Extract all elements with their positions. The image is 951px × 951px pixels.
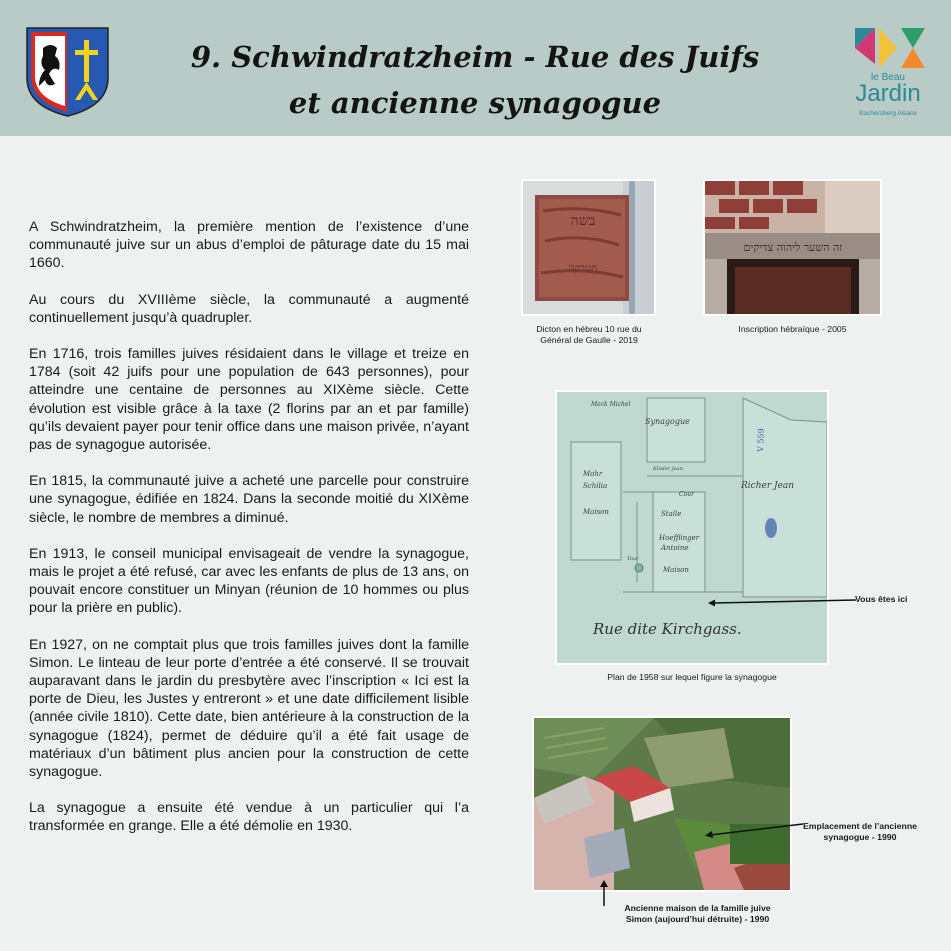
caption-photo-2: Inscription hébraïque - 2005 bbox=[738, 324, 847, 334]
caption-photo-1 bbox=[512, 324, 666, 346]
photo-hebrew-inscription bbox=[703, 179, 882, 316]
paragraph-5: En 1913, le conseil municipal envisageait de vendre la synagogue, mais le projet a été refusé, car avec les enfants de plus de 13 ans, on pouvait encore constituer un Minyan (réunion de 10 hommes ou plus pour la prière en public). bbox=[29, 545, 469, 617]
plan-pointer-label: Vous êtes ici bbox=[855, 594, 908, 604]
plan-label-stall: Stalle bbox=[661, 510, 682, 518]
paragraph-2: Au cours du XVIIIème siècle, la communauté a augmenté continuellement jusqu’à quadrupler. bbox=[29, 291, 469, 326]
title-line-2: et ancienne synagogue bbox=[288, 86, 662, 120]
plan-label-top: Meck Michel bbox=[591, 401, 631, 408]
caption-plan: Plan de 1958 sur lequel figure la synagogue bbox=[607, 672, 777, 682]
logo-mark-icon bbox=[845, 24, 931, 74]
paragraph-6: En 1927, on ne comptait plus que trois familles juives dont la famille Simon. Le linteau de leur porte d’entrée a été conservé. Il se trouvait auparavant dans le jardin du presbytère avec l’inscription « Ici est la porte de Dieu, les Justes y entreront » et une date difficilement lisible (année civile 1810). Cette date, bien antérieure à la construction de la synagogue (1824), permet de déduire qu’il a été fait usage de matériaux d’un bâtiment plus ancien pour la construction de cette synagogue. bbox=[29, 636, 469, 781]
paragraph-4: En 1815, la communauté juive a acheté une parcelle pour construire une synagogue, édifiée en 1824. Dans la seconde moitié du XIXème siècle, le nombre de membres a diminué. bbox=[29, 473, 469, 526]
aerial-pointer-label-1 bbox=[795, 821, 925, 843]
plan-label-cour: Cour bbox=[679, 491, 694, 498]
plan-label-tour: Tour bbox=[627, 556, 639, 562]
aerial-pointer-arrow-1 bbox=[705, 820, 805, 840]
plan-label-schul: Schilia bbox=[583, 482, 608, 490]
aerial-pointer-label-2 bbox=[605, 903, 790, 925]
plan-label-antoine: Antoine bbox=[661, 544, 689, 552]
logo-line-2: Jardin bbox=[855, 80, 921, 107]
coat-of-arms-logo bbox=[25, 26, 110, 118]
plan-label-code: V 559 bbox=[756, 428, 766, 453]
plan-label-maison-2: Maison bbox=[663, 566, 689, 574]
svg-text:בשה: בשה bbox=[570, 213, 596, 229]
paragraph-1: A Schwindratzheim, la première mention de l’existence d’une communauté juive sur un abus d’emploi de pâturage date du 15 mai 1660. bbox=[29, 219, 469, 272]
svg-text:זה השער ליהוה צדיקים: זה השער ליהוה צדיקים bbox=[743, 241, 843, 254]
paragraph-7: La synagogue a ensuite été vendue à un particulier qui l’a transformée en grange. Elle a été démolie en 1930. bbox=[29, 800, 469, 835]
aerial-pointer-label-1-line-1: Emplacement de l’ancienne bbox=[803, 821, 917, 831]
plan-label-street: Rue dite Kirchgass. bbox=[593, 620, 742, 638]
plan-label-kinder: Kinder Jean bbox=[653, 466, 683, 472]
logo-line-1: le Beau bbox=[871, 72, 905, 83]
title-line-1: 9. Schwindratzheim - Rue des Juifs bbox=[190, 40, 760, 74]
aerial-pointer-label-1-line-2: synagogue - 1990 bbox=[823, 832, 897, 842]
plan-label-richer: Richer Jean bbox=[741, 481, 795, 491]
plan-pointer-arrow bbox=[708, 598, 858, 608]
svg-text:תטרקה: תטרקה bbox=[568, 263, 598, 274]
aerial-photo-1990 bbox=[532, 716, 792, 892]
plan-label-synagogue: Synagogue bbox=[645, 417, 690, 426]
logo-line-3: Kochersberg Alsace bbox=[859, 110, 917, 117]
aerial-pointer-label-2-line-1: Ancienne maison de la famille juive bbox=[624, 903, 771, 913]
plan-label-hoff: Hoefflinger bbox=[659, 534, 700, 542]
plan-label-maison-1: Maison bbox=[583, 508, 609, 516]
aerial-pointer-label-2-line-2: Simon (aujourd’hui détruite) - 1990 bbox=[625, 914, 770, 924]
plan-1958 bbox=[555, 390, 829, 665]
page-title bbox=[150, 34, 800, 126]
body-text bbox=[29, 218, 469, 854]
caption-photo-1-line-2: Général de Gaulle - 2019 bbox=[540, 335, 638, 345]
paragraph-3: En 1716, trois familles juives résidaient dans le village et treize en 1784 (soit 42 juifs pour une population de 643 personnes), pour atteindre une centaine de personnes au XIXème siècle. Cette évolution est visible grâce à la taxe (2 florins par an et par famille) qu’ils devaient payer pour tenir office dans une maison privée, n’ayant pas de synagogue autorisée. bbox=[29, 346, 469, 454]
photo-hebrew-stone bbox=[521, 179, 656, 316]
caption-photo-1-line-1: Dicton en hébreu 10 rue du bbox=[536, 324, 642, 334]
le-beau-jardin-logo bbox=[845, 24, 931, 124]
plan-label-moh: Mohr bbox=[583, 470, 603, 478]
